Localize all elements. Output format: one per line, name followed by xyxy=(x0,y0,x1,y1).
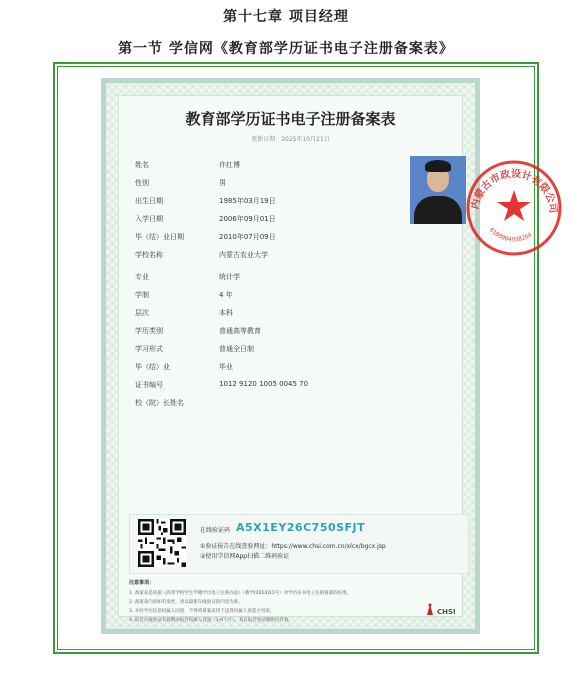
certificate-title: 教育部学历证书电子注册备案表 xyxy=(185,110,396,128)
field-label: 姓名 xyxy=(135,161,149,169)
qr-code[interactable] xyxy=(138,519,186,567)
note-item: 1. 备案表是依据《高等学校学生学籍学历电子注册办法》（教学[2014]11号）对学历证书电子注册备案的结果。 xyxy=(129,591,352,596)
field-label: 性别 xyxy=(135,179,149,187)
field-label: 学制 xyxy=(135,291,149,299)
field-label: 学校名称 xyxy=(135,251,163,259)
field-value: 本科 xyxy=(219,309,233,317)
field-value: 普通全日制 xyxy=(219,345,254,353)
field-label: 出生日期 xyxy=(135,197,163,205)
field-label: 证书编号 xyxy=(135,381,163,389)
chsi-logo-icon xyxy=(425,602,435,616)
field-value: 男 xyxy=(219,179,226,187)
field-value: 1985年03月19日 xyxy=(219,197,276,205)
field-value: 4 年 xyxy=(219,291,233,299)
field-value: 毕业 xyxy=(219,363,233,371)
field-value: 2006年09月01日 xyxy=(219,215,276,223)
field-label: 毕（结）业 xyxy=(135,363,170,371)
verification-box xyxy=(129,514,469,574)
field-label: 入学日期 xyxy=(135,215,163,223)
verification-code-label: 在线验证码 xyxy=(200,527,231,534)
field-value: 许红博 xyxy=(219,161,240,169)
field-label: 层次 xyxy=(135,309,149,317)
note-item: 3. 未经学历信息权属人同意，不得将备案表用于违背权属人意愿之用途。 xyxy=(129,609,275,614)
update-date: 更新日期：2025年10月21日 xyxy=(251,136,330,143)
field-label: 专业 xyxy=(135,273,149,281)
field-label: 学习形式 xyxy=(135,345,163,353)
field-value: 普通高等教育 xyxy=(219,327,261,335)
id-photo xyxy=(410,156,466,224)
chapter-title: 第十七章 项目经理 xyxy=(223,9,349,25)
verification-url-instruction: ①验证报告在线查验网址：https://www.chsi.com.cn/xlcx/bgcx.jsp xyxy=(200,543,386,550)
field-value: 2010年07月09日 xyxy=(219,233,276,241)
field-value: 1012 9120 1005 0045 70 xyxy=(219,380,309,388)
notes-title: 注意事项： xyxy=(129,580,155,586)
field-label: 校（院）长姓名 xyxy=(135,399,184,407)
chsi-brand: CHSI xyxy=(437,608,456,616)
section-title: 第一节 学信网《教育部学历证书电子注册备案表》 xyxy=(118,41,454,57)
field-value: 统计学 xyxy=(219,273,240,281)
field-label: 学历类别 xyxy=(135,327,163,335)
note-item: 2. 备案表内容如有变更，请以最新在线验证的内容为准。 xyxy=(129,600,243,605)
certificate-card xyxy=(101,78,559,634)
certificate-body xyxy=(118,95,559,623)
svg-text:6108004938264: 6108004938264 xyxy=(487,226,534,244)
verification-app-instruction: ②使用学信网App扫描二维码验证 xyxy=(200,553,290,560)
verification-code: A5X1EY26C750SFJT xyxy=(236,521,366,534)
company-seal-stamp xyxy=(464,158,564,258)
field-label: 毕（结）业日期 xyxy=(135,233,184,241)
note-item: 4. 报告在线验证有效期由报告权属人设置（1-6个月），其在报告验证期限内有效。 xyxy=(129,618,293,623)
svg-text:内蒙古市政设计有限公司: 内蒙古市政设计有限公司 xyxy=(470,168,559,214)
field-value: 内蒙古农业大学 xyxy=(219,251,268,259)
